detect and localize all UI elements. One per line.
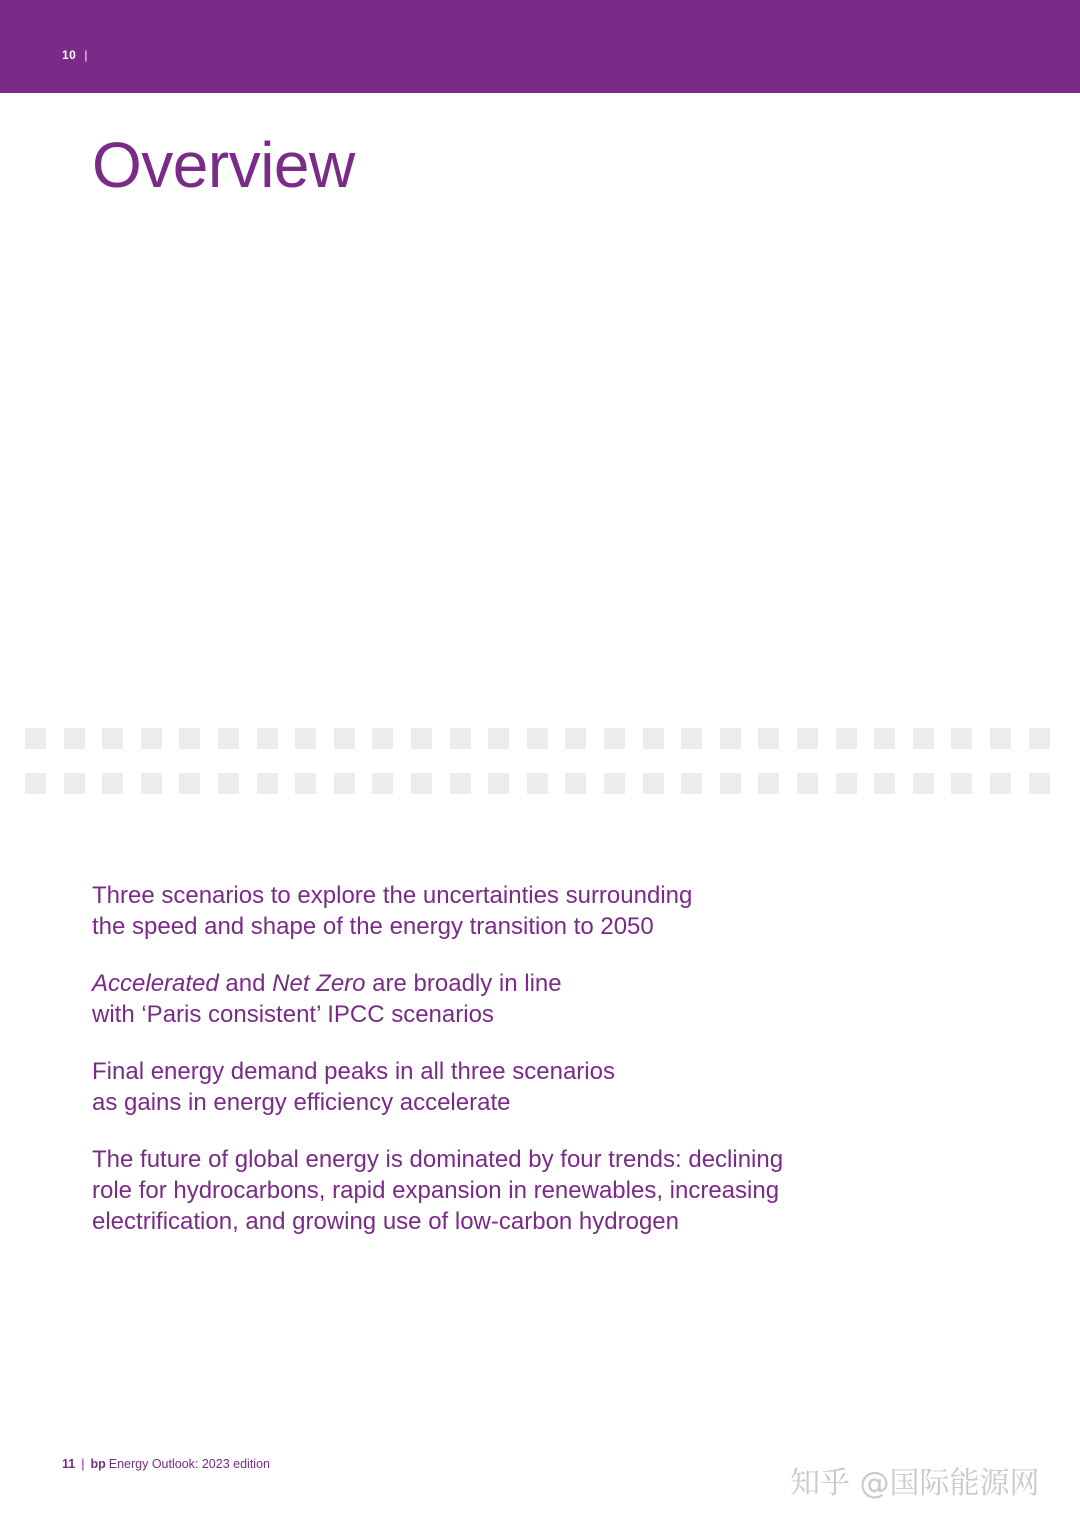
footer-separator: | — [81, 1457, 85, 1471]
decorative-square — [951, 728, 972, 749]
decorative-square-row-bottom — [25, 773, 1065, 795]
decorative-square — [527, 728, 548, 749]
page-title: Overview — [92, 129, 355, 201]
decorative-square — [874, 728, 895, 749]
decorative-square — [990, 728, 1011, 749]
key-point-line — [92, 911, 992, 942]
decorative-square — [913, 728, 934, 749]
key-point-text: role for hydrocarbons, rapid expansion in renewables, increasing — [92, 1177, 780, 1204]
key-point-text: and — [218, 970, 273, 997]
decorative-square — [64, 773, 85, 794]
header-page-number — [62, 48, 88, 62]
decorative-square — [25, 773, 46, 794]
key-point-line — [92, 999, 992, 1030]
decorative-square — [334, 773, 355, 794]
key-point-text: as gains in energy efficiency accelerate — [92, 1089, 511, 1116]
decorative-square — [643, 773, 664, 794]
key-point-text: Final energy demand peaks in all three scenarios — [92, 1058, 615, 1085]
key-point-line — [92, 1175, 992, 1206]
decorative-square — [295, 773, 316, 794]
decorative-square — [334, 728, 355, 749]
decorative-square — [758, 773, 779, 794]
decorative-square — [218, 728, 239, 749]
decorative-square — [604, 773, 625, 794]
decorative-square — [604, 728, 625, 749]
decorative-square — [450, 773, 471, 794]
header-band — [0, 0, 1080, 93]
decorative-square — [450, 728, 471, 749]
decorative-square — [758, 728, 779, 749]
decorative-square — [1029, 773, 1050, 794]
decorative-square — [141, 728, 162, 749]
key-point-text: are broadly in line — [365, 970, 562, 997]
key-point-text: the speed and shape of the energy transition to 2050 — [92, 913, 654, 940]
decorative-square — [257, 773, 278, 794]
key-point-text: The future of global energy is dominated by four trends: declining — [92, 1146, 784, 1173]
footer-brand: bp — [90, 1457, 106, 1471]
key-point-line — [92, 880, 992, 911]
footer-publication: Energy Outlook: 2023 edition — [108, 1457, 270, 1471]
decorative-square — [874, 773, 895, 794]
decorative-square — [565, 728, 586, 749]
decorative-square — [797, 728, 818, 749]
key-point — [92, 880, 992, 942]
key-point-line — [92, 1206, 992, 1237]
decorative-square — [141, 773, 162, 794]
key-point — [92, 1144, 992, 1237]
decorative-square — [64, 728, 85, 749]
key-point-line — [92, 1087, 992, 1118]
key-point-text: Three scenarios to explore the uncertainties surrounding — [92, 882, 693, 909]
decorative-square — [179, 773, 200, 794]
decorative-square — [797, 773, 818, 794]
key-point — [92, 1056, 992, 1118]
decorative-square — [218, 773, 239, 794]
decorative-square — [372, 728, 393, 749]
decorative-square — [720, 773, 741, 794]
decorative-square — [179, 728, 200, 749]
decorative-square — [295, 728, 316, 749]
footer-page-number: 11 — [62, 1457, 76, 1471]
key-points-list — [92, 880, 992, 1263]
footer — [62, 1457, 270, 1471]
decorative-square — [411, 773, 432, 794]
decorative-square — [836, 728, 857, 749]
decorative-square — [565, 773, 586, 794]
decorative-square — [681, 773, 702, 794]
key-point-text: electrification, and growing use of low-carbon hydrogen — [92, 1208, 680, 1235]
decorative-square — [25, 728, 46, 749]
key-point-text: with ‘Paris consistent’ IPCC scenarios — [92, 1001, 494, 1028]
decorative-square — [372, 773, 393, 794]
decorative-square — [257, 728, 278, 749]
key-point-line — [92, 1144, 992, 1175]
decorative-square — [643, 728, 664, 749]
key-point-line — [92, 968, 992, 999]
decorative-square — [1029, 728, 1050, 749]
decorative-square — [990, 773, 1011, 794]
watermark: 知乎 @国际能源网 — [790, 1466, 1040, 1501]
decorative-square — [720, 728, 741, 749]
key-point-line — [92, 1056, 992, 1087]
decorative-square — [102, 728, 123, 749]
key-point — [92, 968, 992, 1030]
decorative-square — [488, 728, 509, 749]
header-separator: | — [84, 48, 88, 62]
decorative-square-row-top — [25, 728, 1065, 750]
decorative-square — [681, 728, 702, 749]
decorative-square — [102, 773, 123, 794]
header-page-number-value: 10 — [62, 48, 77, 62]
decorative-square — [913, 773, 934, 794]
decorative-square — [488, 773, 509, 794]
decorative-square — [836, 773, 857, 794]
scenario-name: Net Zero — [272, 970, 366, 997]
decorative-square — [411, 728, 432, 749]
decorative-square — [951, 773, 972, 794]
scenario-name: Accelerated — [92, 970, 219, 997]
decorative-square — [527, 773, 548, 794]
